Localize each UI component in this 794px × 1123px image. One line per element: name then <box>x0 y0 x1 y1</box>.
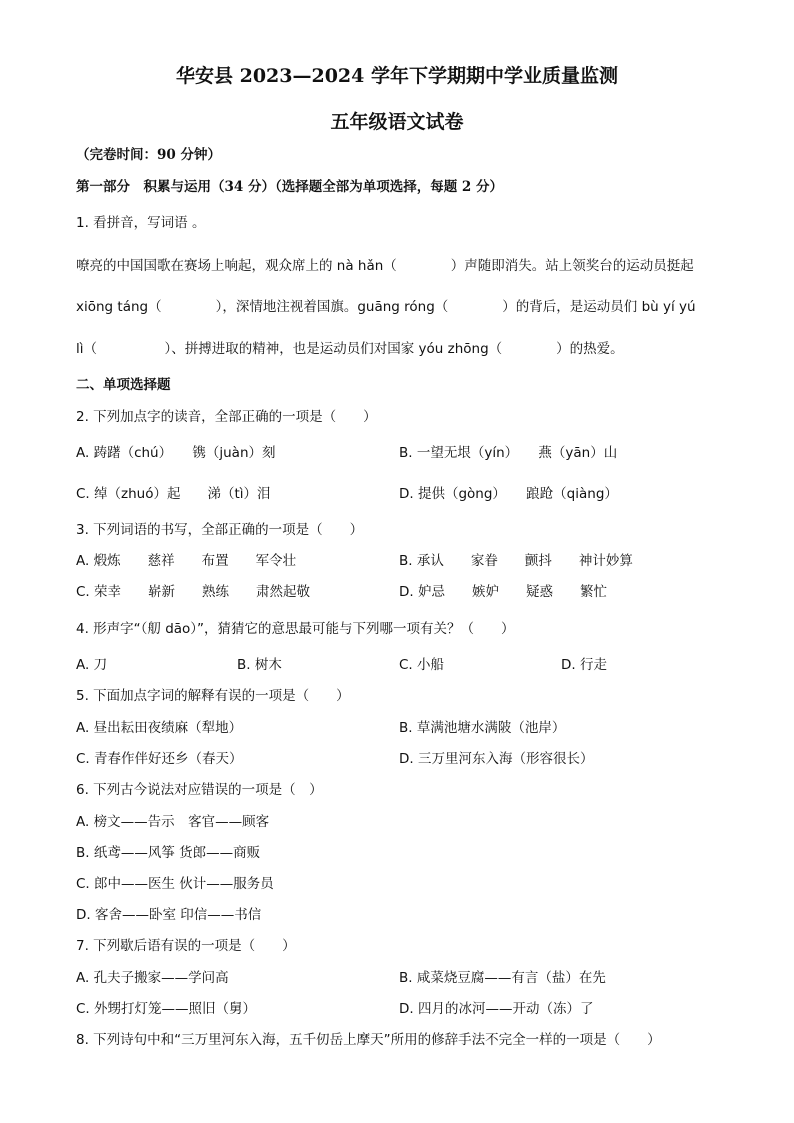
q2-option-a: A. 踌躇（chú） 镌（juàn）刻 <box>76 445 276 461</box>
q4-stem: 4. 形声字“（舠 dāo）”，猜猜它的意思最可能与下列哪一项有关？（ ） <box>76 621 515 637</box>
q6-option-d: D. 客舍——卧室 印信——书信 <box>76 907 262 923</box>
q4-option-d: D. 行走 <box>561 657 607 673</box>
q1-stem: 1. 看拼音，写词语 。 <box>76 215 206 231</box>
q2-stem: 2. 下列加点字的读音，全部正确的一项是（ ） <box>76 409 377 425</box>
q4-option-b: B. 树木 <box>237 657 282 673</box>
q7-stem: 7. 下列歇后语有误的一项是（ ） <box>76 938 296 954</box>
q2-option-d: D. 提供（gòng） 踉跄（qiàng） <box>399 486 618 502</box>
q1-passage-line2: xiōng táng（ ），深情地注视着国旗。guāng róng（ ）的背后，是运动员们 bù yí yú <box>76 299 696 315</box>
exam-subtitle: 五年级语文试卷 <box>330 111 464 133</box>
q2-option-b: B. 一望无垠（yín） 燕（yān）山 <box>399 445 618 461</box>
section2-heading: 二、单项选择题 <box>76 377 171 393</box>
q7-option-b: B. 咸菜烧豆腐——有言（盐）在先 <box>399 970 606 986</box>
q7-option-a: A. 孔夫子搬家——学问高 <box>76 970 229 986</box>
q5-option-c: C. 青春作伴好还乡（春天） <box>76 751 243 767</box>
q4-option-c: C. 小船 <box>399 657 445 673</box>
exam-title: 华安县 2023—2024 学年下学期期中学业质量监测 <box>176 65 618 87</box>
q4-option-a: A. 刀 <box>76 657 108 673</box>
q5-option-b: B. 草满池塘水满陂（池岸） <box>399 720 566 736</box>
time-note: （完卷时间：90 分钟） <box>76 147 221 163</box>
q3-option-a: A. 煅炼 慈祥 布置 军令壮 <box>76 553 297 569</box>
q6-stem: 6. 下列古今说法对应错误的一项是（ ） <box>76 782 323 798</box>
q5-stem: 5. 下面加点字词的解释有误的一项是（ ） <box>76 688 350 704</box>
q2-option-c: C. 绰（zhuó）起 涕（tì）泪 <box>76 486 271 502</box>
q7-option-d: D. 四月的冰河——开动（冻）了 <box>399 1001 594 1017</box>
q3-option-b: B. 承认 家眷 颤抖 神计妙算 <box>399 553 633 569</box>
q5-option-a: A. 昼出耘田夜绩麻（犁地） <box>76 720 243 736</box>
q6-option-c: C. 郎中——医生 伙计——服务员 <box>76 876 274 892</box>
q3-option-d: D. 妒忌 嫉妒 疑惑 繁忙 <box>399 584 607 600</box>
q1-passage-line1: 嘹亮的中国国歌在赛场上响起，观众席上的 nà hǎn（ ）声随即消失。站上领奖台的运动员挺起 <box>76 258 694 274</box>
q7-option-c: C. 外甥打灯笼——照旧（舅） <box>76 1001 257 1017</box>
q8-stem: 8. 下列诗句中和“三万里河东入海，五千仞岳上摩天”所用的修辞手法不完全一样的一项是（ ） <box>76 1032 661 1048</box>
q1-passage-line3: lì（ ）、拼搏进取的精神，也是运动员们对国家 yóu zhōng（ ）的热爱。 <box>76 341 624 357</box>
part1-heading: 第一部分 积累与运用（34 分）（选择题全部为单项选择，每题 2 分） <box>76 179 504 195</box>
q6-option-b: B. 纸鸢——风筝 货郎——商贩 <box>76 845 261 861</box>
q3-stem: 3. 下列词语的书写，全部正确的一项是（ ） <box>76 522 364 538</box>
q3-option-c: C. 荣幸 崭新 熟练 肃然起敬 <box>76 584 311 600</box>
q5-option-d: D. 三万里河东入海（形容很长） <box>399 751 594 767</box>
q6-option-a: A. 榜文——告示 客官——顾客 <box>76 814 270 830</box>
